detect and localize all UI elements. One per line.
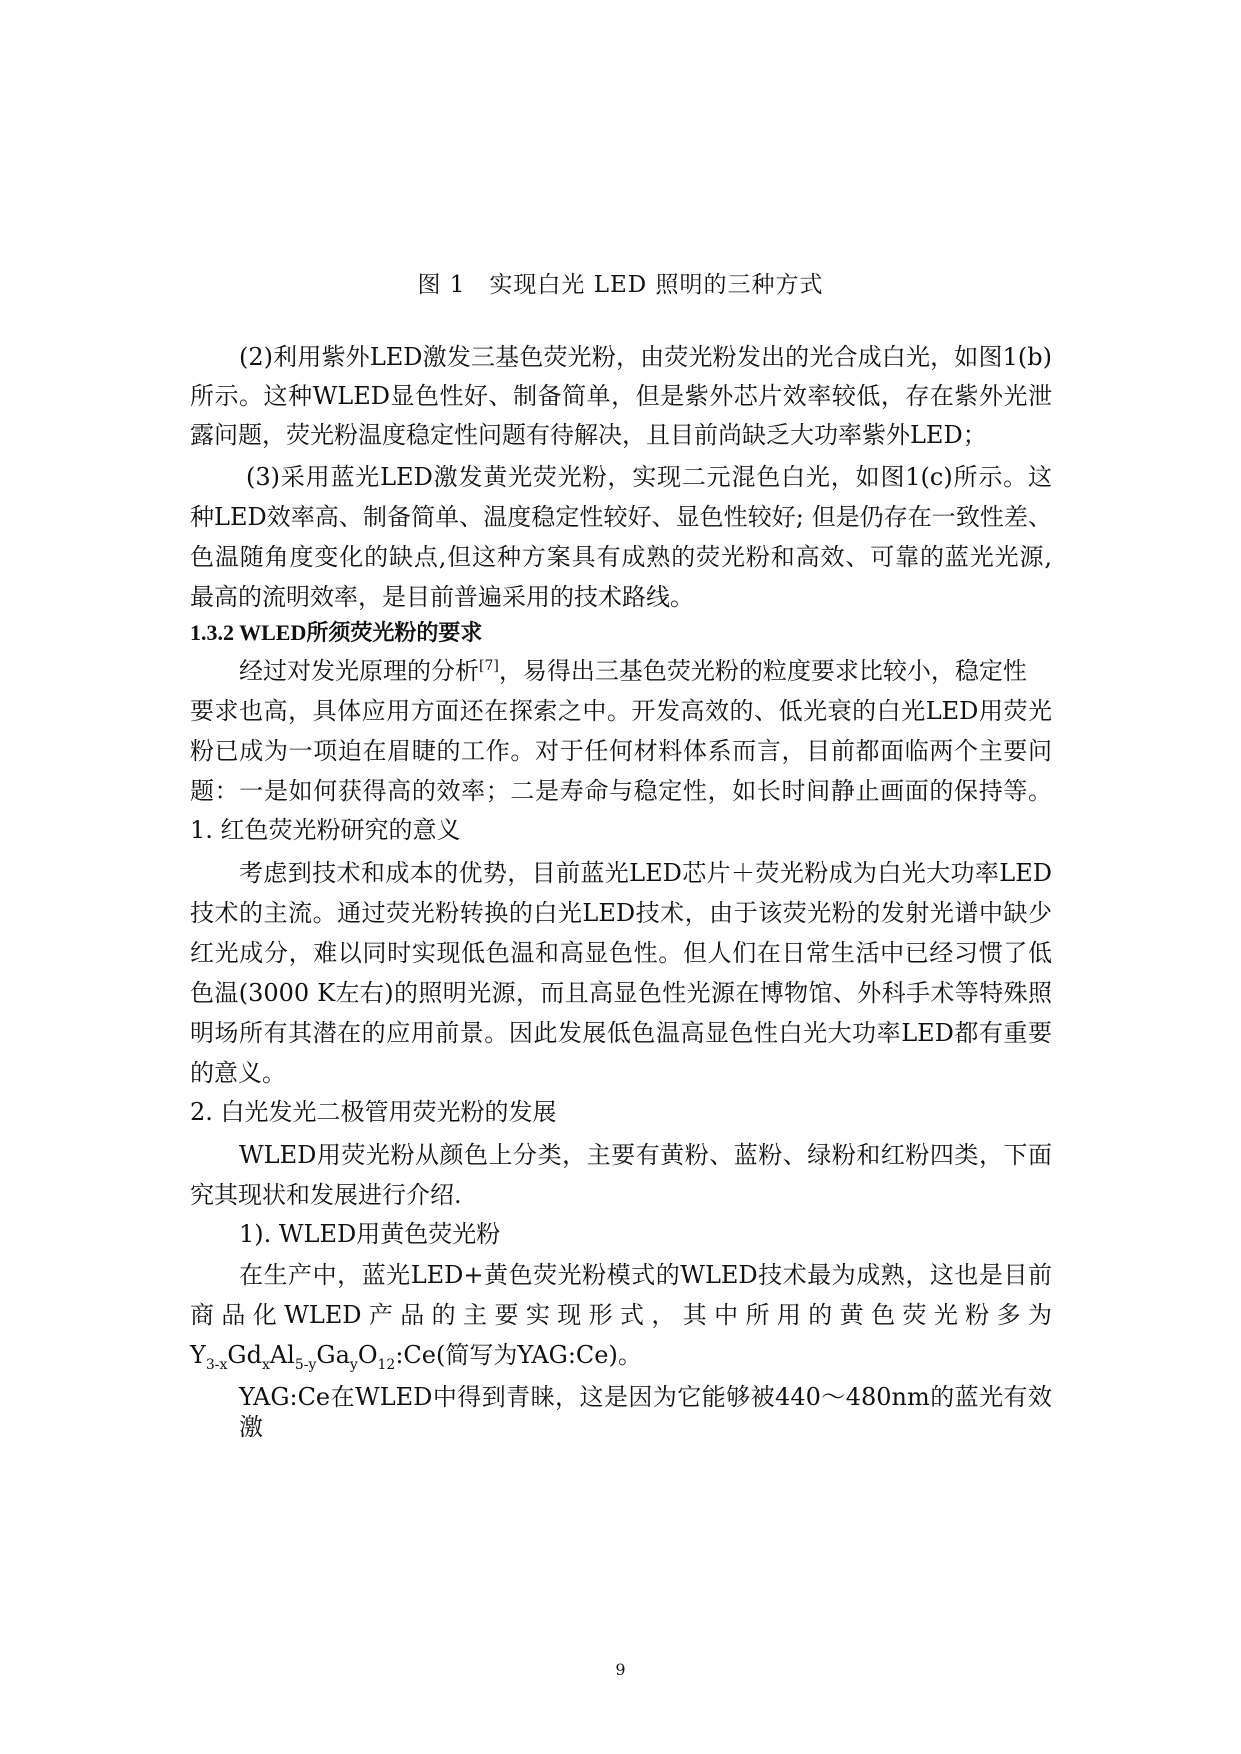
body-line	[239, 656, 1052, 686]
body-line: 商品化WLED产品的主要实现形式，其中所用的黄色荧光粉多为	[190, 1301, 1052, 1329]
body-line: 题：一是如何获得高的效率；二是寿命与稳定性，如长时间静止画面的保持等。	[190, 777, 1052, 805]
sub-heading: 1). WLED用黄色荧光粉	[239, 1220, 501, 1248]
body-line: WLED用荧光粉从颜色上分类，主要有黄粉、蓝粉、绿粉和红粉四类，下面	[239, 1141, 1052, 1169]
formula-subscript: x	[261, 1356, 270, 1373]
formula-subscript: 5-y	[294, 1356, 317, 1373]
body-line: 色温随角度变化的缺点,但这种方案具有成熟的荧光粉和高效、可靠的蓝光光源,	[190, 543, 1052, 571]
formula-part: Al	[269, 1341, 295, 1369]
formula-part: Gd	[227, 1341, 262, 1369]
body-text: 易得出三基色荧光粉的粒度要求比较小，稳定性	[522, 657, 1027, 685]
body-line: 最高的流明效率，是目前普遍采用的技术路线。	[190, 583, 694, 611]
formula-part: O	[357, 1341, 378, 1369]
formula-subscript: y	[349, 1356, 358, 1373]
body-line: 要求也高，具体应用方面还在探索之中。开发高效的、低光衰的白光LED用荧光	[190, 697, 1052, 725]
body-line: 种LED效率高、制备简单、温度稳定性较好、显色性较好; 但是仍存在一致性差、	[190, 503, 1052, 531]
numbered-heading: 1. 红色荧光粉研究的意义	[190, 816, 461, 844]
body-line: 露问题，荧光粉温度稳定性问题有待解决，且目前尚缺乏大功率紫外LED；	[190, 421, 987, 449]
section-heading: 1.3.2 WLED所须荧光粉的要求	[190, 620, 483, 645]
citation-ref: [7]	[479, 658, 499, 674]
numbered-heading: 2. 白光发光二极管用荧光粉的发展	[190, 1098, 557, 1126]
body-line: 粉已成为一项迫在眉睫的工作。对于任何材料体系而言，目前都面临两个主要问	[190, 737, 1052, 765]
body-line: 在生产中，蓝光LED+黄色荧光粉模式的WLED技术最为成熟，这也是目前	[239, 1261, 1052, 1289]
body-line: (2)利用紫外LED激发三基色荧光粉，由荧光粉发出的光合成白光，如图1(b)	[239, 343, 1052, 371]
body-line: 的意义。	[190, 1059, 286, 1087]
figure-caption: 图 1 实现白光 LED 照明的三种方式	[417, 272, 824, 298]
body-line: YAG:Ce在WLED中得到青睐，这是因为它能够被440～480nm的蓝光有效激	[239, 1383, 1052, 1441]
body-line: (3)采用蓝光LED激发黄光荧光粉，实现二元混色白光，如图1(c)所示。这	[246, 463, 1052, 491]
formula-part: Ga	[316, 1341, 350, 1369]
formula-part: Y	[190, 1341, 206, 1369]
body-line: 明场所有其潜在的应用前景。因此发展低色温高显色性白光大功率LED都有重要	[190, 1019, 1052, 1047]
body-line: 所示。这种WLED显色性好、制备简单，但是紫外芯片效率较低，存在紫外光泄	[190, 382, 1052, 410]
body-line: 红光成分，难以同时实现低色温和高显色性。但人们在日常生活中已经习惯了低	[190, 939, 1052, 967]
body-text: 经过对发光原理的分析	[239, 657, 479, 685]
body-text: ，	[498, 657, 523, 685]
formula-part: :Ce(简写为YAG:Ce)。	[395, 1341, 642, 1369]
formula-subscript: 12	[377, 1356, 396, 1373]
body-line: 色温(3000 K左右)的照明光源，而且高显色性光源在博物馆、外科手术等特殊照	[190, 979, 1052, 1007]
body-line: 究其现状和发展进行介绍.	[190, 1181, 462, 1209]
formula-subscript: 3-x	[205, 1356, 228, 1373]
page-number: 9	[615, 1660, 626, 1679]
chemical-formula	[190, 1340, 1052, 1373]
body-line: 技术的主流。通过荧光粉转换的白光LED技术，由于该荧光粉的发射光谱中缺少	[190, 899, 1052, 927]
body-line: 考虑到技术和成本的优势，目前蓝光LED芯片＋荧光粉成为白光大功率LED	[239, 859, 1052, 887]
